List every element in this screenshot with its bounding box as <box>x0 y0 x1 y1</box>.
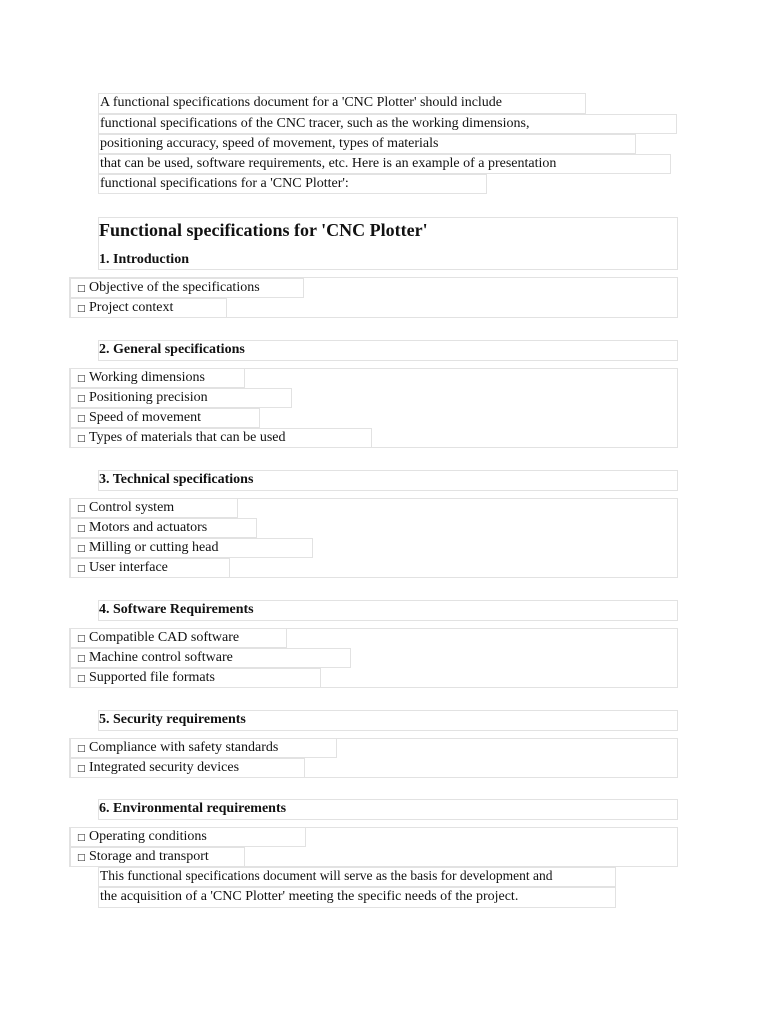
checkbox-icon: □ <box>77 544 86 554</box>
checkbox-icon: □ <box>77 654 86 664</box>
section-heading-4: 4. Software Requirements <box>99 602 254 617</box>
checkbox-icon: □ <box>77 524 86 534</box>
list-item-label: User interface <box>89 560 168 575</box>
list-item-label: Compatible CAD software <box>89 630 240 645</box>
checkbox-icon: □ <box>77 833 86 843</box>
list-item-label: Motors and actuators <box>89 520 208 535</box>
list-item <box>76 368 205 388</box>
list-item <box>76 847 209 867</box>
list-item <box>76 498 174 518</box>
list-item-label: Working dimensions <box>89 370 205 385</box>
intro-line: A functional specifications document for a 'CNC Plotter' should include <box>100 95 503 110</box>
checkbox-icon: □ <box>77 304 86 314</box>
checkbox-icon: □ <box>77 764 86 774</box>
intro-line: positioning accuracy, speed of movement, types of materials <box>100 136 439 151</box>
list-item <box>76 298 173 318</box>
checkbox-icon: □ <box>77 504 86 514</box>
checkbox-icon: □ <box>77 284 86 294</box>
list-item-label: Compliance with safety standards <box>89 740 279 755</box>
list-item-label: Positioning precision <box>89 390 208 405</box>
list-item <box>76 827 207 847</box>
section-heading-6: 6. Environmental requirements <box>99 801 287 816</box>
list-item <box>76 518 207 538</box>
closing-line: This functional specifications document will serve as the basis for development and <box>100 868 553 883</box>
checkbox-icon: □ <box>77 434 86 444</box>
list-item-label: Control system <box>89 500 175 515</box>
list-item <box>76 558 168 578</box>
list-item <box>76 388 208 408</box>
intro-line: functional specifications of the CNC tracer, such as the working dimensions, <box>100 116 530 131</box>
list-item-label: Milling or cutting head <box>89 540 219 555</box>
list-item-label: Storage and transport <box>89 849 209 864</box>
list-item-label: Project context <box>89 300 174 315</box>
checkbox-icon: □ <box>77 744 86 754</box>
list-item <box>76 648 233 668</box>
list-item-label: Machine control software <box>89 650 233 665</box>
checkbox-icon: □ <box>77 674 86 684</box>
list-item-label: Speed of movement <box>89 410 201 425</box>
list-item <box>76 278 260 298</box>
checkbox-icon: □ <box>77 564 86 574</box>
list-item-label: Objective of the specifications <box>89 280 260 295</box>
list-item <box>76 738 278 758</box>
list-item-label: Operating conditions <box>89 829 207 844</box>
list-item <box>76 538 218 558</box>
list-item <box>76 758 239 778</box>
list-item-label: Supported file formats <box>89 670 215 685</box>
list-item-label: Types of materials that can be used <box>89 430 286 445</box>
list-item <box>76 628 239 648</box>
checkbox-icon: □ <box>77 634 86 644</box>
closing-line: the acquisition of a 'CNC Plotter' meeting the specific needs of the project. <box>100 889 519 904</box>
section-heading-1: 1. Introduction <box>99 252 189 267</box>
intro-line: that can be used, software requirements, etc. Here is an example of a presentation <box>100 156 557 171</box>
list-item <box>76 668 215 688</box>
section-heading-5: 5. Security requirements <box>99 712 246 727</box>
section-heading-3: 3. Technical specifications <box>99 472 254 487</box>
checkbox-icon: □ <box>77 853 86 863</box>
list-item <box>76 428 286 448</box>
document-title: Functional specifications for 'CNC Plotter' <box>99 220 428 240</box>
checkbox-icon: □ <box>77 414 86 424</box>
section-heading-2: 2. General specifications <box>99 342 245 357</box>
intro-line: functional specifications for a 'CNC Plotter': <box>100 176 349 191</box>
checkbox-icon: □ <box>77 374 86 384</box>
list-item <box>76 408 201 428</box>
checkbox-icon: □ <box>77 394 86 404</box>
list-item-label: Integrated security devices <box>89 760 240 775</box>
